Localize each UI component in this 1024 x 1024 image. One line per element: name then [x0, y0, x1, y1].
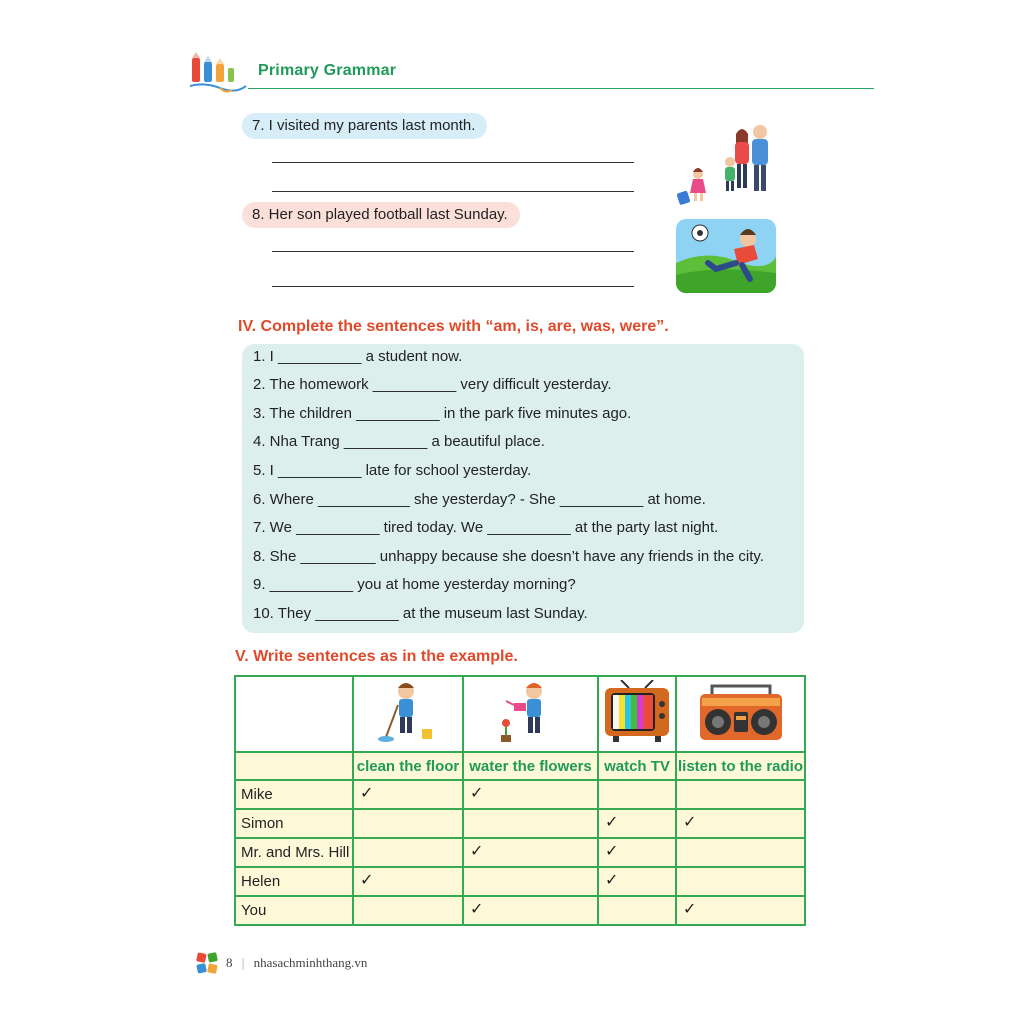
check-cell — [676, 867, 805, 896]
sentence-prompt-8: 8. Her son played football last Sunday. — [242, 202, 520, 228]
water-flowers-picture-cell — [463, 676, 598, 752]
check-cell — [598, 867, 676, 896]
answer-line[interactable] — [272, 191, 634, 192]
checkmark-icon: ✓ — [470, 841, 484, 860]
activity-header-water-flowers: water the flowers — [463, 752, 598, 780]
radio-boombox-icon — [698, 680, 784, 744]
fill-in-sentence-3[interactable]: 3. The children __________ in the park five minutes ago. — [253, 405, 632, 422]
fill-in-sentence-10[interactable]: 10. They __________ at the museum last Sunday. — [253, 605, 588, 622]
activity-header-listen-radio: listen to the radio — [676, 752, 805, 780]
person-name-cell: Simon — [235, 809, 353, 838]
header-divider — [248, 88, 874, 89]
exercise-iv-box — [242, 344, 804, 633]
table-picture-row — [235, 676, 805, 752]
family-illustration — [672, 120, 780, 210]
football-player-illustration — [676, 219, 776, 293]
checkmark-icon: ✓ — [683, 812, 697, 831]
check-cell — [463, 838, 598, 867]
fill-in-sentence-1[interactable]: 1. I __________ a student now. — [253, 348, 463, 365]
check-cell — [598, 838, 676, 867]
checkmark-icon: ✓ — [605, 812, 619, 831]
boy-watering-flowers-icon — [496, 679, 566, 745]
section-heading-v: V. Write sentences as in the example. — [235, 648, 518, 665]
fill-in-sentence-6[interactable]: 6. Where ___________ she yesterday? - She __________ at home. — [253, 491, 706, 508]
publisher-logo-icon — [196, 952, 218, 974]
check-cell — [598, 780, 676, 809]
fill-in-sentence-8[interactable]: 8. She _________ unhappy because she doesn’t have any friends in the city. — [253, 548, 764, 565]
watch-tv-picture-cell — [598, 676, 676, 752]
check-cell — [463, 867, 598, 896]
checkmark-icon: ✓ — [470, 783, 484, 802]
pencils-logo-icon — [190, 52, 248, 96]
answer-line[interactable] — [272, 162, 634, 163]
listen-radio-picture-cell — [676, 676, 805, 752]
page-title: Primary Grammar — [258, 62, 397, 79]
table-row — [235, 867, 805, 896]
table-row — [235, 780, 805, 809]
footer-separator: | — [241, 955, 245, 970]
checkmark-icon: ✓ — [360, 870, 374, 889]
person-name-cell: Mike — [235, 780, 353, 809]
activity-header-watch-tv: watch TV — [598, 752, 676, 780]
check-cell — [353, 867, 463, 896]
table-header-empty — [235, 752, 353, 780]
check-cell — [676, 780, 805, 809]
page-number: 8 — [226, 955, 233, 970]
check-cell — [598, 896, 676, 925]
check-cell — [353, 896, 463, 925]
fill-in-sentence-9[interactable]: 9. __________ you at home yesterday morning? — [253, 576, 576, 593]
check-cell — [463, 809, 598, 838]
table-row — [235, 838, 805, 867]
check-cell — [353, 838, 463, 867]
table-body — [235, 780, 805, 925]
person-name-cell: Mr. and Mrs. Hill — [235, 838, 353, 867]
fill-in-sentence-4[interactable]: 4. Nha Trang __________ a beautiful place. — [253, 433, 545, 450]
person-name-cell: Helen — [235, 867, 353, 896]
fill-in-sentence-7[interactable]: 7. We __________ tired today. We __________ at the party last night. — [253, 519, 719, 536]
section-heading-iv: IV. Complete the sentences with “am, is, are, was, were”. — [238, 318, 669, 335]
table-header-row — [235, 752, 805, 780]
check-cell — [676, 809, 805, 838]
check-cell — [353, 780, 463, 809]
check-cell — [463, 896, 598, 925]
answer-line[interactable] — [272, 251, 634, 252]
website-link[interactable]: nhasachminhthang.vn — [253, 955, 368, 970]
check-cell — [676, 896, 805, 925]
checkmark-icon: ✓ — [605, 870, 619, 889]
table-corner-cell — [235, 676, 353, 752]
checkmark-icon: ✓ — [470, 899, 484, 918]
check-cell — [598, 809, 676, 838]
checkmark-icon: ✓ — [683, 899, 697, 918]
footer — [226, 955, 367, 971]
checkmark-icon: ✓ — [605, 841, 619, 860]
fill-in-sentence-2[interactable]: 2. The homework __________ very difficult yesterday. — [253, 376, 612, 393]
table-row — [235, 809, 805, 838]
activity-header-clean-floor: clean the floor — [353, 752, 463, 780]
boy-mopping-icon — [378, 679, 438, 745]
television-icon — [603, 680, 671, 744]
check-cell — [676, 838, 805, 867]
check-cell — [353, 809, 463, 838]
answer-line[interactable] — [272, 286, 634, 287]
clean-floor-picture-cell — [353, 676, 463, 752]
activities-table — [234, 675, 806, 926]
checkmark-icon: ✓ — [360, 783, 374, 802]
fill-in-sentence-5[interactable]: 5. I __________ late for school yesterday. — [253, 462, 532, 479]
sentence-prompt-7: 7. I visited my parents last month. — [242, 113, 487, 139]
person-name-cell: You — [235, 896, 353, 925]
check-cell — [463, 780, 598, 809]
table-row — [235, 896, 805, 925]
